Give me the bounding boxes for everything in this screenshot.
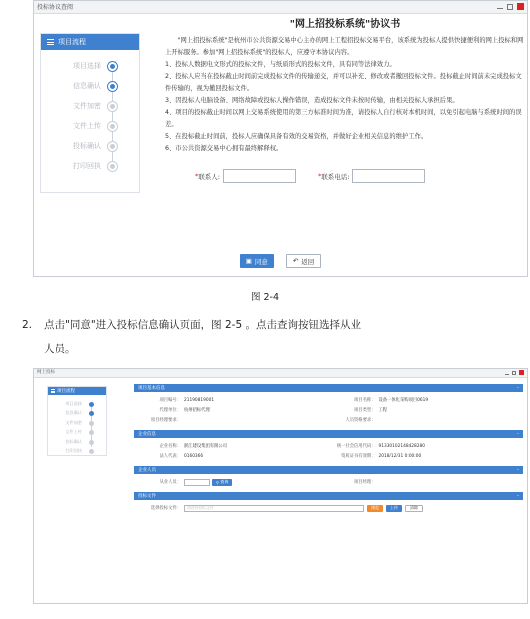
field-key: 企业名称：: [159, 444, 181, 449]
instruction-line-1: 点击"同意"进入投标信息确认页面，图 2-5 。点击查询按钮选择从业: [44, 319, 361, 331]
field-cell: [134, 407, 329, 413]
window-title: 网上投标: [37, 370, 55, 375]
step-label: 投标确认: [65, 438, 82, 444]
field-key: 人员资格要求：: [345, 418, 376, 423]
field-key: 资质证书有效期：: [341, 454, 376, 459]
field-row: [134, 415, 523, 425]
agreement-paragraph: 6、市公共资源交易中心拥有最终解释权。: [165, 145, 283, 152]
collapse-icon[interactable]: –: [516, 467, 519, 473]
sidebar-header: [41, 34, 139, 50]
step-label: 打印回执: [65, 448, 82, 454]
step-label: 信息确认: [65, 410, 82, 416]
step-label: 项目选择: [65, 400, 82, 406]
field-value: 2119081900​1: [184, 397, 215, 403]
query-label: 查询: [220, 479, 229, 484]
step-item: [48, 437, 106, 447]
panel-header[interactable]: [134, 492, 523, 500]
step-label: 文件加密: [65, 419, 82, 425]
step-item: [41, 156, 139, 176]
field-value: 浙江建设集团有限公司: [184, 444, 227, 449]
step-pending-dot: [89, 440, 94, 445]
upload-button[interactable]: 上传: [386, 505, 402, 512]
back-button[interactable]: [286, 254, 321, 268]
step-done-dot: [89, 402, 94, 407]
agreement-text: [165, 35, 525, 155]
field-value: 设备一体化采购项目0619: [378, 398, 429, 403]
field-value: 工程: [378, 408, 388, 413]
title-bar: [34, 1, 527, 14]
agreement-title: "网上招投标系统"协议书: [289, 19, 401, 30]
contact-row: [165, 169, 525, 183]
instruction-line-2: 人员。: [44, 343, 76, 355]
person-input[interactable]: [184, 479, 210, 486]
list-number: 2.: [22, 319, 33, 331]
field-cell: [329, 453, 524, 459]
agreement-content: [165, 15, 525, 183]
sidebar-title: 项目流程: [58, 38, 86, 46]
field-cell: [329, 397, 524, 403]
panel-title: 投标文件: [138, 494, 156, 499]
close-icon[interactable]: [519, 370, 524, 375]
field-cell: [134, 417, 329, 423]
step-list: [48, 399, 106, 456]
panel-header[interactable]: [134, 430, 523, 438]
step-item: [41, 136, 139, 156]
figure-caption: 图 2-4: [250, 292, 280, 303]
minimize-icon[interactable]: [505, 374, 509, 375]
bid-window: [33, 368, 528, 604]
step-label: 投标确认: [73, 142, 101, 150]
step-item: [48, 409, 106, 419]
field-row: [134, 451, 523, 461]
agreement-paragraph: 4、项目的投标截止时间以网上交易系统使用的第三方标准时间为准，请投标人自行核对本机时间，以免引起电脑与系统时间的误差。: [165, 109, 522, 128]
browse-button[interactable]: 浏览: [367, 505, 383, 512]
process-sidebar: [47, 386, 107, 456]
field-row: [134, 405, 523, 415]
person-fields: [134, 474, 523, 489]
field-value: 0160366: [184, 453, 204, 459]
person-panel: [134, 466, 523, 489]
step-pending-dot: [108, 102, 117, 111]
agreement-paragraph: 3、因投标人电脑设备、网络故障或投标人操作错误，造成投标文件未按时传输，由相关投标人承担后果。: [165, 97, 459, 104]
field-row: [134, 395, 523, 405]
sidebar-header: [48, 387, 106, 395]
field-key: 统一社会信用代码：: [336, 444, 376, 449]
field-row: [134, 441, 523, 451]
contact-label: 联系人:: [198, 172, 220, 181]
field-key: 项目经理要求：: [150, 418, 181, 423]
field-key: 代理单位：: [159, 408, 181, 413]
step-pending-dot: [108, 122, 117, 131]
window-title: 投标协议查阅: [37, 4, 74, 11]
step-label: 打印回执: [73, 162, 101, 170]
field-key: 项目名称：: [354, 398, 376, 403]
panel-title: 企业人员: [138, 468, 156, 473]
step-item: [48, 418, 106, 428]
field-cell: [134, 453, 329, 459]
step-pending-dot: [108, 142, 117, 151]
back-label: 返回: [301, 257, 315, 266]
agreement-paragraph: "网上招投标系统"是杭州市公共资源交易中心主办的网上工程招投标交易平台，该系统为投标人提供快捷便利的网上投标和网上开标服务。参加"网上招投标系统"的投标人，应遵守本协议内容。: [165, 37, 524, 56]
title-bar: [34, 369, 527, 378]
process-sidebar: [40, 33, 140, 193]
required-mark: *: [317, 172, 322, 180]
company-fields: [134, 438, 523, 463]
step-item: [41, 76, 139, 96]
step-item: [41, 96, 139, 116]
close-icon[interactable]: [517, 3, 524, 10]
save-icon: ▣: [245, 257, 252, 265]
query-button[interactable]: [212, 479, 232, 486]
panel-title: 企业信息: [138, 432, 156, 437]
agreement-window: [33, 0, 528, 277]
field-value: 杭州招标代理: [184, 408, 210, 413]
menu-icon: [51, 389, 55, 393]
info-panels: [134, 384, 523, 518]
field-cell: [329, 479, 524, 485]
clear-button[interactable]: 清除: [405, 505, 423, 512]
step-pending-dot: [108, 162, 117, 171]
project-fields: [134, 392, 523, 427]
field-cell: [329, 443, 524, 449]
window-controls: [505, 370, 524, 375]
step-item: [41, 56, 139, 76]
step-pending-dot: [89, 430, 94, 435]
agree-label: 同意: [254, 257, 268, 266]
step-label: 文件上传: [73, 122, 101, 130]
field-cell: [134, 479, 329, 486]
field-key: 从业人员：: [159, 480, 181, 485]
field-row: [134, 503, 523, 513]
minimize-icon[interactable]: [497, 8, 503, 9]
step-pending-dot: [89, 449, 94, 454]
maximize-icon[interactable]: [512, 371, 516, 375]
window-controls: [497, 3, 524, 10]
phone-label: 联系电话:: [321, 172, 350, 181]
panel-header[interactable]: [134, 384, 523, 392]
return-icon: ↶: [292, 257, 299, 265]
company-panel: [134, 430, 523, 463]
field-cell: [134, 397, 329, 403]
sidebar-title: 项目流程: [57, 389, 75, 394]
step-label: 文件加密: [73, 102, 101, 110]
project-panel: [134, 384, 523, 427]
agreement-paragraph: 1、投标人数据电文形式的投标文件，与纸质形式的投标文件，具有同等法律效力。: [165, 61, 396, 68]
search-icon: ⚲: [216, 479, 221, 485]
step-label: 项目选择: [73, 62, 101, 70]
collapse-icon[interactable]: –: [516, 493, 519, 499]
field-cell: [134, 443, 329, 449]
field-value: 91330102148428280: [378, 443, 425, 449]
agreement-paragraph: 5、在投标截止时间前，投标人应确保具备有效的交易资格，并做好企业相关信息的维护工作。: [165, 133, 428, 140]
collapse-icon[interactable]: –: [516, 385, 519, 391]
step-done-dot: [108, 82, 117, 91]
file-input[interactable]: 请选择投标文件: [184, 505, 364, 512]
file-fields: [134, 500, 523, 515]
field-cell: [329, 417, 524, 423]
agree-button[interactable]: [240, 254, 274, 268]
step-item: [41, 116, 139, 136]
step-done-dot: [89, 411, 94, 416]
step-item: [48, 428, 106, 438]
instruction-paragraph: [22, 313, 522, 361]
panel-title: 项目基本信息: [138, 386, 165, 391]
collapse-icon[interactable]: –: [516, 431, 519, 437]
panel-header[interactable]: [134, 466, 523, 474]
field-value: 2018/12/31 0:00:00: [378, 453, 422, 459]
step-pending-dot: [89, 421, 94, 426]
maximize-icon[interactable]: [507, 4, 513, 10]
step-label: 文件上传: [65, 429, 82, 435]
field-key: 选择投标文件：: [150, 506, 181, 511]
contact-input[interactable]: [223, 169, 296, 183]
step-item: [48, 447, 106, 457]
step-item: [48, 399, 106, 409]
step-label: 信息确认: [73, 82, 101, 90]
step-done-dot: [108, 62, 117, 71]
required-mark: *: [195, 172, 199, 180]
menu-icon: [47, 39, 54, 45]
field-key: 法人代表：: [159, 454, 181, 459]
field-key: 项目类型：: [354, 408, 376, 413]
agreement-paragraph: 2、投标人应当在投标截止时间前完成投标文件的传输递交，并可以补充、修改或者撤回投标文件。投标截止时间前未完成投标文件传输的，视为撤回投标文件。: [165, 73, 522, 92]
phone-input[interactable]: [352, 169, 425, 183]
action-buttons: [34, 254, 527, 268]
field-key: 项目经理：: [354, 480, 376, 485]
field-key: 项目编号：: [159, 398, 181, 403]
file-panel: [134, 492, 523, 515]
step-list: [41, 56, 139, 176]
field-row: [134, 477, 523, 487]
field-cell: [329, 407, 524, 413]
